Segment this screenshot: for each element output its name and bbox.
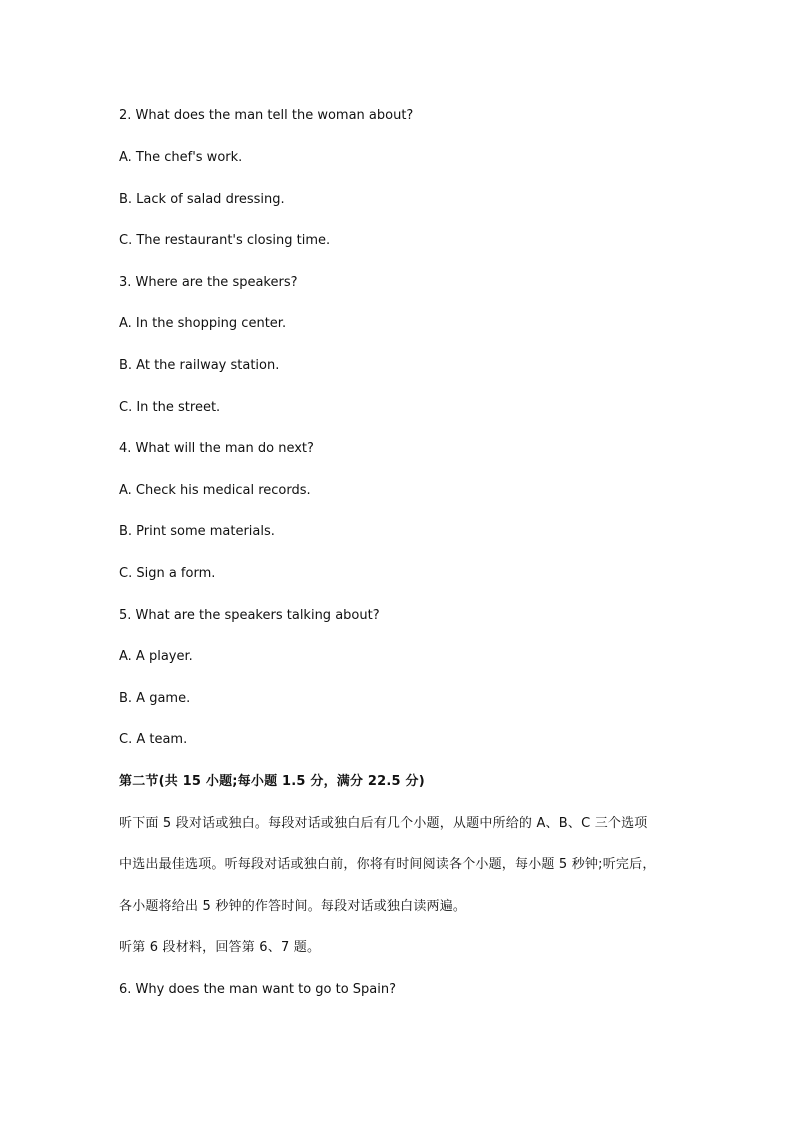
question-5-option-c: C. A team. [119,732,188,747]
question-3-option-b: B. At the railway station. [119,358,280,373]
section-2-instruction-line-1: 听下面 5 段对话或独白。每段对话或独白后有几个小题，从题中所给的 A、B、C 三个选项 [119,816,648,831]
question-3-stem: 3. Where are the speakers? [119,275,298,290]
question-3-option-c: C. In the street. [119,400,221,415]
question-3-option-a: A. In the shopping center. [119,316,287,331]
question-6-stem: 6. Why does the man want to go to Spain? [119,982,397,997]
question-5-option-b: B. A game. [119,691,191,706]
question-4-option-c: C. Sign a form. [119,566,216,581]
question-4-option-a: A. Check his medical records. [119,483,311,498]
question-5-option-a: A. A player. [119,649,193,664]
section-2-instruction-line-3: 各小题将给出 5 秒钟的作答时间。每段对话或独白读两遍。 [119,899,467,914]
question-4-stem: 4. What will the man do next? [119,441,314,456]
material-6-note: 听第 6 段材料，回答第 6、7 题。 [119,940,321,955]
question-2-stem: 2. What does the man tell the woman about? [119,108,414,123]
section-2-title: 第二节(共 15 小题;每小题 1.5 分，满分 22.5 分) [119,774,425,789]
question-5-stem: 5. What are the speakers talking about? [119,608,380,623]
section-2-instruction-line-2: 中选出最佳选项。听每段对话或独白前，你将有时间阅读各个小题，每小题 5 秒钟;听完后， [119,857,656,872]
question-2-option-a: A. The chef's work. [119,150,243,165]
question-2-option-b: B. Lack of salad dressing. [119,192,285,207]
question-4-option-b: B. Print some materials. [119,524,275,539]
question-2-option-c: C. The restaurant's closing time. [119,233,331,248]
